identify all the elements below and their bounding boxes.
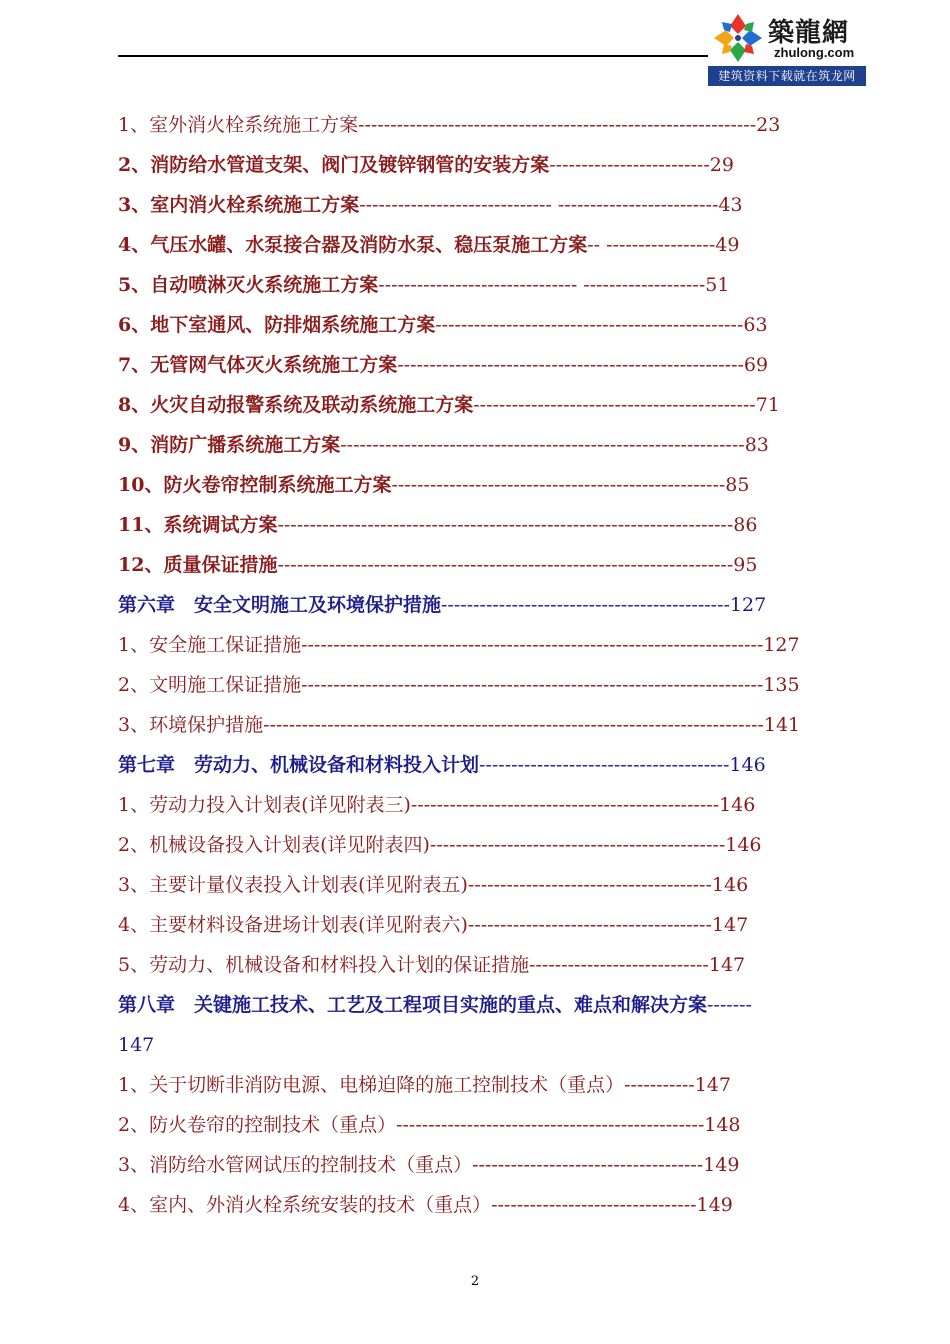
toc-entry-title: 3、环境保护措施 — [118, 714, 264, 736]
toc-entry[interactable] — [118, 1110, 863, 1140]
logo-snowflake-icon — [712, 12, 764, 64]
toc-entry-leader: --------------------------------------- — [479, 754, 730, 776]
toc-entry-leader: -------------------------------------------- — [473, 394, 756, 416]
toc-entry-leader: ------------------------------------------------------------------------ — [301, 674, 764, 696]
header-rule — [118, 55, 710, 57]
toc-entry[interactable] — [118, 670, 863, 700]
toc-entry-title: 11、系统调试方案 — [118, 514, 278, 536]
toc-entry-title: 8、火灾自动报警系统及联动系统施工方案 — [118, 394, 474, 416]
toc-entry-page: 147 — [708, 954, 746, 976]
toc-entry-page: 83 — [744, 434, 769, 456]
toc-entry-leader: --------------------------------------------------------------- — [340, 434, 745, 456]
toc-entry-leader: -------------------------------- — [491, 1194, 697, 1216]
page-number: 2 — [470, 1274, 480, 1289]
toc-entry-leader: ---------------------------- — [529, 954, 709, 976]
toc-entry-page: 51 — [705, 274, 730, 296]
toc-entry-title: 4、气压水罐、水泵接合器及消防水泵、稳压泵施工方案 — [118, 234, 588, 256]
toc-entry[interactable] — [118, 550, 863, 580]
toc-entry-leader: ------------------------------------------------ — [410, 794, 720, 816]
toc-entry-title: 2、防火卷帘的控制技术（重点） — [118, 1114, 397, 1136]
toc-entry-leader: ---------------------------------------------------- — [391, 474, 726, 496]
toc-entry-title: 1、安全施工保证措施 — [118, 634, 302, 656]
toc-entry-page: 43 — [718, 194, 743, 216]
toc-entry-title: 10、防火卷帘控制系统施工方案 — [118, 474, 392, 496]
toc-entry-leader: ------------------------------ ------------------------- — [359, 194, 719, 216]
toc-entry-leader: ------------------------------------ — [472, 1154, 704, 1176]
toc-entry[interactable] — [118, 310, 863, 340]
toc-entry-leader: --------------------------------------------- — [441, 594, 730, 616]
toc-entry[interactable] — [118, 350, 863, 380]
toc-entry-page: 29 — [709, 154, 734, 176]
toc-entry-page: 149 — [696, 1194, 733, 1216]
toc-entry-title: 12、质量保证措施 — [118, 554, 278, 576]
toc-entry[interactable] — [118, 1150, 863, 1180]
toc-entry-leader: ------------------------------------------------------ — [397, 354, 744, 376]
toc-entry-page: 127 — [729, 594, 767, 616]
toc-entry-leader: ----------------------------------------------------------------------- — [277, 514, 734, 536]
logo-top — [708, 8, 866, 66]
toc-entry-title: 1、关于切断非消防电源、电梯迫降的施工控制技术（重点） — [118, 1074, 625, 1096]
toc-entry-page: 146 — [711, 874, 749, 896]
logo-english-text: zhulong.com — [774, 45, 855, 60]
toc-entry[interactable] — [118, 390, 863, 420]
toc-entry[interactable] — [118, 830, 863, 860]
logo-chinese-text: 築龍網 — [768, 18, 850, 48]
toc-entry[interactable] — [118, 110, 863, 140]
toc-entry[interactable] — [118, 190, 863, 220]
toc-entry[interactable] — [118, 1190, 863, 1220]
toc-entry[interactable] — [118, 870, 863, 900]
toc-entry-title: 5、自动喷淋灭火系统施工方案 — [118, 274, 379, 296]
toc-entry[interactable] — [118, 750, 863, 780]
toc-entry-title: 2、机械设备投入计划表(详见附表四) — [118, 834, 430, 856]
toc-entry-leader: ---------------------------------------------- — [429, 834, 726, 856]
toc-entry-title: 2、文明施工保证措施 — [118, 674, 302, 696]
toc-entry-leader: -- ----------------- — [587, 234, 716, 256]
toc-entry-title: 1、劳动力投入计划表(详见附表三) — [118, 794, 411, 816]
toc-entry-title: 1、室外消火栓系统施工方案 — [118, 114, 359, 136]
toc-entry-page: 147 — [711, 914, 749, 936]
toc-entry[interactable] — [118, 950, 863, 980]
logo-tagline: 建筑资料下载就在筑龙网 — [708, 66, 866, 86]
toc-entry-page: 146 — [729, 754, 766, 776]
toc-entry-leader: ------------------------------------------------------------------------------ — [263, 714, 764, 736]
toc-entry-leader: ------------------------------------------------------------------------ — [301, 634, 764, 656]
toc-entry-page: 141 — [763, 714, 801, 736]
toc-entry-title: 7、无管网气体灭火系统施工方案 — [118, 354, 398, 376]
toc-entry-title: 4、室内、外消火栓系统安装的技术（重点） — [118, 1194, 492, 1216]
toc-entry[interactable] — [118, 910, 863, 940]
toc-entry-leader: ------------------------------- ------------------- — [378, 274, 706, 296]
toc-entry[interactable] — [118, 230, 863, 260]
toc-entry-page: 85 — [725, 474, 750, 496]
toc-entry[interactable] — [118, 710, 863, 740]
toc-entry[interactable] — [118, 1030, 863, 1060]
toc-entry-leader: ------------------------- — [549, 154, 710, 176]
toc-entry-title: 3、消防给水管网试压的控制技术（重点） — [118, 1154, 473, 1176]
toc-entry-page: 149 — [703, 1154, 740, 1176]
toc-entry-leader: ------- — [707, 994, 752, 1016]
toc-entry-page: 63 — [743, 314, 768, 336]
toc-entry-page: 69 — [743, 354, 769, 376]
toc-entry[interactable] — [118, 590, 863, 620]
toc-entry-leader: ------------------------------------------------ — [435, 314, 744, 336]
toc-entry-page: 23 — [756, 114, 781, 136]
toc-entry-title: 第六章 安全文明施工及环境保护措施 — [118, 594, 442, 616]
toc-entry-leader: -------------------------------------------------------------- — [358, 114, 757, 136]
toc-entry[interactable] — [118, 510, 863, 540]
toc-entry-leader: ------------------------------------------------ — [396, 1114, 705, 1136]
toc-entry[interactable] — [118, 270, 863, 300]
toc-entry-title: 3、室内消火栓系统施工方案 — [118, 194, 360, 216]
toc-entry[interactable] — [118, 990, 863, 1020]
toc-entry-leader: ----------------------------------------------------------------------- — [277, 554, 734, 576]
toc-entry-leader: ----------- — [624, 1074, 695, 1096]
toc-entry[interactable] — [118, 430, 863, 460]
toc-entry-page: 49 — [715, 234, 740, 256]
toc-entry-title: 3、主要计量仪表投入计划表(详见附表五) — [118, 874, 468, 896]
toc-entry-leader: -------------------------------------- — [467, 874, 712, 896]
toc-entry-leader: -------------------------------------- — [467, 914, 712, 936]
toc-entry-title: 6、地下室通风、防排烟系统施工方案 — [118, 314, 436, 336]
toc-entry-page: 147 — [118, 1034, 155, 1056]
toc-entry-page: 95 — [733, 554, 758, 576]
toc-entry-title: 第七章 劳动力、机械设备和材料投入计划 — [118, 754, 480, 776]
toc-entry[interactable] — [118, 470, 863, 500]
toc-entry-page: 86 — [733, 514, 758, 536]
toc-entry-title: 5、劳动力、机械设备和材料投入计划的保证措施 — [118, 954, 530, 976]
toc-entry-title: 4、主要材料设备进场计划表(详见附表六) — [118, 914, 468, 936]
toc-entry[interactable] — [118, 1070, 863, 1100]
toc-entry-title: 2、消防给水管道支架、阀门及镀锌钢管的安装方案 — [118, 154, 550, 176]
toc-entry-page: 147 — [694, 1074, 731, 1096]
toc-entry-title: 9、消防广播系统施工方案 — [118, 434, 341, 456]
toc-entry-page: 71 — [755, 394, 780, 416]
toc-entry-page: 135 — [763, 674, 800, 696]
toc-entry-page: 146 — [725, 834, 762, 856]
toc-entry[interactable] — [118, 790, 863, 820]
toc-entry-page: 127 — [763, 634, 800, 656]
toc-entry-page: 146 — [719, 794, 756, 816]
toc-entry-page: 148 — [704, 1114, 741, 1136]
toc-entry[interactable] — [118, 150, 863, 180]
zhulong-logo — [708, 8, 866, 86]
toc-entry-title: 第八章 关键施工技术、工艺及工程项目实施的重点、难点和解决方案 — [118, 994, 708, 1016]
toc-entry[interactable] — [118, 630, 863, 660]
